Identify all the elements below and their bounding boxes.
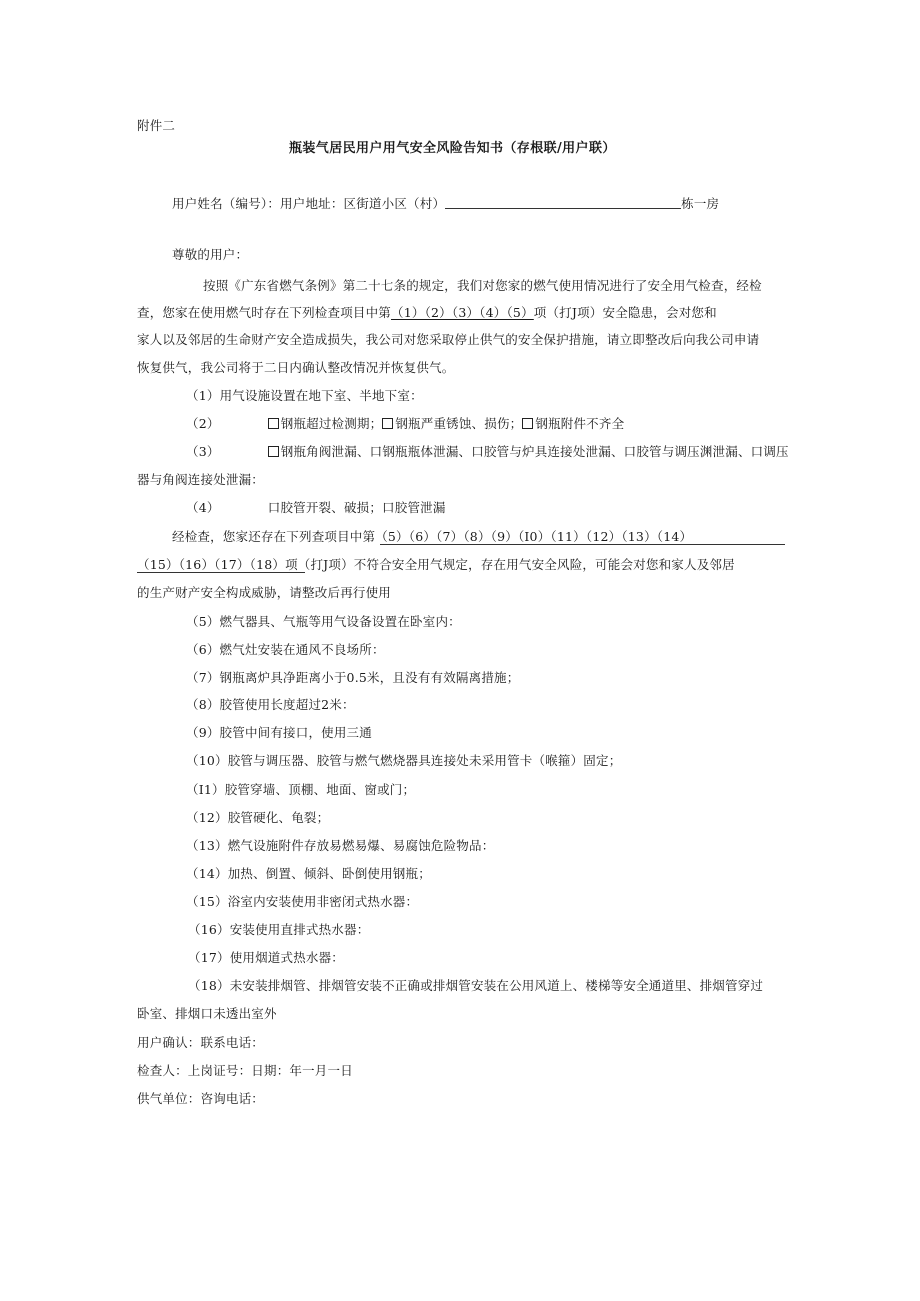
item-10: （10）胶管与调压器、胶管与燃气燃烧器具连接处未采用管卡（喉箍）固定； <box>186 753 622 768</box>
intro-line-2-b: 项（打J项）安全隐患，会对您和 <box>533 305 717 320</box>
item-14: （14）加热、倒置、倾斜、卧倒使用钢瓶； <box>186 866 431 881</box>
hazard-items-1-5: （1）（2）（3）（4）（5） <box>391 305 534 320</box>
hazard-items-5-14: （5）（6）（7）（8）（9）（I0）（11）（12）（13）（14） <box>375 529 693 544</box>
item-11: （I1）胶管穿墙、顶棚、地面、窗或门； <box>186 782 416 797</box>
item-1-text: 用气设施设置在地下室、半地下室： <box>219 388 423 403</box>
checkbox-icon[interactable] <box>522 418 533 429</box>
checkbox-icon[interactable] <box>268 418 279 429</box>
second-check-prefix: 经检查，您家还存在下列查项目中第 <box>172 529 376 544</box>
address-blank <box>445 196 681 209</box>
item-2-number: （2） <box>186 416 220 431</box>
underline-divider <box>137 572 305 573</box>
item-13: （13）燃气设施附件存放易燃易爆、易腐蚀危险物品： <box>186 838 495 853</box>
item-18-line-2: 卧室、排烟口未透出室外 <box>137 1006 277 1021</box>
item-3 <box>186 444 789 460</box>
user-info-line <box>172 196 719 212</box>
item-16: （16）安装使用直排式热水器： <box>188 922 370 937</box>
user-info-prefix: 用户姓名（编号）：用户地址：区街道小区（村） <box>172 196 446 211</box>
inspector-line: 检查人：上岗证号：日期：年一月一日 <box>137 1063 353 1078</box>
item-17: （17）使用烟道式热水器： <box>188 950 345 965</box>
item-2 <box>186 416 624 432</box>
item-6: （6）燃气灶安装在通风不良场所： <box>186 642 385 657</box>
second-check-line-3: 的生产财产安全构成威胁，请整改后再行使用 <box>137 585 392 600</box>
item-3-text: 钢瓶角阀泄漏、口钢瓶瓶体泄漏、口胶管与炉具连接处泄漏、口胶管与调压渊泄漏、口调压 <box>280 444 789 459</box>
item-7: （7）钢瓶离炉具净距离小于0.5米，且没有有效隔离措施； <box>186 670 520 685</box>
intro-line-4: 恢复供气，我公司将于二日内确认整改情况并恢复供气。 <box>137 360 455 375</box>
item-3-cont: 器与角阀连接处泄漏： <box>137 472 265 487</box>
item-3-number: （3） <box>186 444 220 459</box>
attachment-label: 附件二 <box>137 118 176 133</box>
item-5: （5）燃气器具、气瓶等用气设备设置在卧室内： <box>186 614 461 629</box>
greeting: 尊敬的用户： <box>172 247 249 262</box>
checkbox-icon[interactable] <box>268 446 279 457</box>
item-2-option-3: 钢瓶附件不齐全 <box>535 416 625 431</box>
intro-line-3: 家人以及邻居的生命财产安全造成损失，我公司对您采取停止供气的安全保护措施，请立即整改后向我公司申请 <box>137 332 760 347</box>
intro-line-2-a: 查，您家在使用燃气时存在下列检查项目中第 <box>137 305 392 320</box>
hazard-items-15-18: （15）（16）（17）（18） <box>137 557 286 572</box>
item-4-number: （4） <box>186 500 220 515</box>
page-title: 瓶装气居民用户用气安全风险告知书（存根联/用户联） <box>289 141 616 156</box>
item-12: （12）胶管硬化、龟裂； <box>186 810 330 825</box>
intro-line-2 <box>137 305 717 321</box>
supplier-line: 供气单位：咨询电话： <box>137 1091 265 1106</box>
item-2-option-1: 钢瓶超过检测期； <box>280 416 383 431</box>
checkbox-icon[interactable] <box>382 418 393 429</box>
item-9: （9）胶管中间有接口，使用三通 <box>186 725 372 740</box>
item-4-text: 口胶管开裂、破损；口胶管泄漏 <box>267 500 446 515</box>
item-4 <box>186 500 446 516</box>
user-confirmation: 用户确认：联系电话： <box>137 1035 265 1050</box>
second-check-suffix: 项（打J项）不符合安全用气规定，存在用气安全风险，可能会对您和家人及邻居 <box>285 557 735 572</box>
user-info-suffix: 栋一房 <box>681 196 720 211</box>
item-2-option-2: 钢瓶严重锈蚀、损伤； <box>395 416 523 431</box>
item-8: （8）胶管使用长度超过2米： <box>186 697 355 712</box>
item-1-number: （1） <box>186 388 220 403</box>
second-check-line-2 <box>137 557 735 573</box>
underline-divider <box>380 544 785 545</box>
item-15: （15）浴室内安装使用非密闭式热水器： <box>186 894 419 909</box>
intro-line-1: 按照《广东省燃气条例》第二十七条的规定，我们对您家的燃气使用情况进行了安全用气检查，经检 <box>203 278 762 293</box>
second-check-line-1 <box>172 529 692 545</box>
item-1 <box>186 388 423 404</box>
item-18-line-1: （18）未安装排烟管、排烟管安装不正确或排烟管安装在公用风道上、楼梯等安全通道里、排烟管穿过 <box>188 978 764 993</box>
